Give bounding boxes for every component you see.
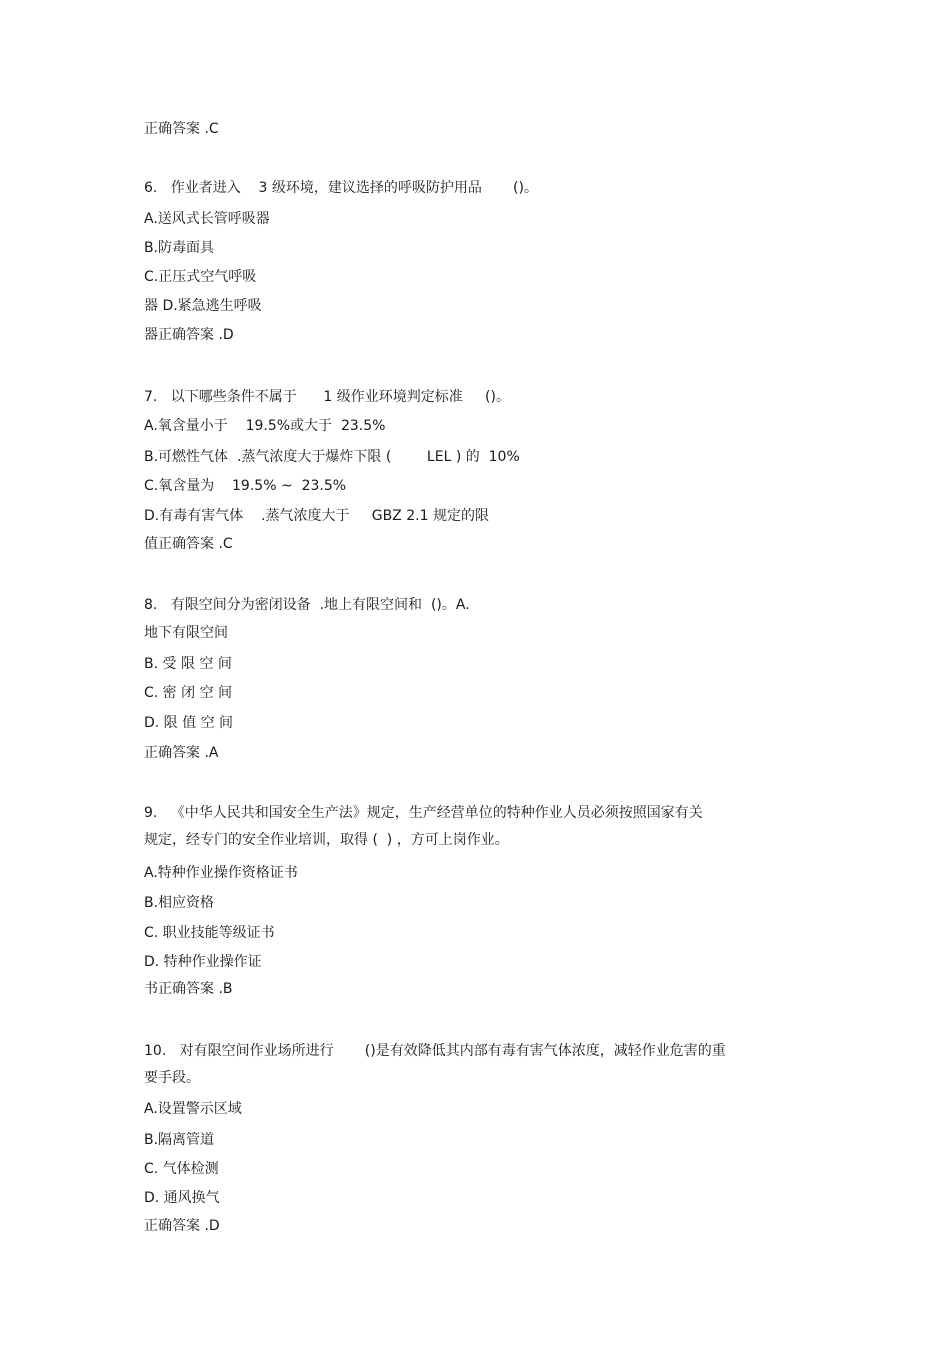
- option-line: 器 D.紧急逃生呼吸: [144, 298, 262, 314]
- answer-line: 器正确答案 .D: [144, 327, 234, 343]
- question-10: 10. 对有限空间作业场所进行 ()是有效降低其内部有毒有害气体浓度，减轻作业危害的重: [144, 1043, 726, 1059]
- option-line: D.有毒有害气体 .蒸气浓度大于 GBZ 2.1 规定的限: [144, 508, 489, 524]
- option-line: B. 受 限 空 间: [144, 656, 232, 672]
- answer-line: 正确答案 .A: [144, 745, 219, 761]
- option-line: A.设置警示区域: [144, 1101, 242, 1117]
- question-9: 9. 《中华人民共和国安全生产法》规定，生产经营单位的特种作业人员必须按照国家有关: [144, 805, 703, 821]
- answer-line: 书正确答案 .B: [144, 981, 233, 997]
- option-line: B.防毒面具: [144, 240, 215, 256]
- question-8: 8. 有限空间分为密闭设备 .地上有限空间和 ()。A.: [144, 597, 470, 613]
- option-line: B.相应资格: [144, 895, 215, 911]
- option-line: C. 密 闭 空 间: [144, 685, 233, 701]
- question-10-continued: 要手段。: [144, 1070, 200, 1086]
- option-line: D. 限 值 空 间: [144, 715, 234, 731]
- answer-line: 正确答案 .C: [144, 121, 219, 137]
- option-line: C. 气体检测: [144, 1161, 219, 1177]
- option-line: C.正压式空气呼吸: [144, 269, 257, 285]
- option-line: 地下有限空间: [144, 625, 228, 641]
- option-line: B.隔离管道: [144, 1132, 215, 1148]
- question-6: 6. 作业者进入 3 级环境，建议选择的呼吸防护用品 ()。: [144, 180, 538, 196]
- option-line: C.氧含量为 19.5% ~ 23.5%: [144, 478, 347, 494]
- option-line: A.送风式长管呼吸器: [144, 211, 270, 227]
- question-7: 7. 以下哪些条件不属于 1 级作业环境判定标准 ()。: [144, 389, 510, 405]
- option-line: D. 通风换气: [144, 1190, 220, 1206]
- answer-line: 值正确答案 .C: [144, 536, 233, 552]
- option-line: A.氧含量小于 19.5%或大于 23.5%: [144, 418, 386, 434]
- option-line: C. 职业技能等级证书: [144, 925, 275, 941]
- option-line: B.可燃性气体 .蒸气浓度大于爆炸下限 ( LEL ) 的 10%: [144, 449, 520, 465]
- option-line: D. 特种作业操作证: [144, 954, 262, 970]
- answer-line: 正确答案 .D: [144, 1218, 220, 1234]
- option-line: A.特种作业操作资格证书: [144, 865, 298, 881]
- question-9-continued: 规定，经专门的安全作业培训，取得 ( ) ，方可上岗作业。: [144, 832, 509, 848]
